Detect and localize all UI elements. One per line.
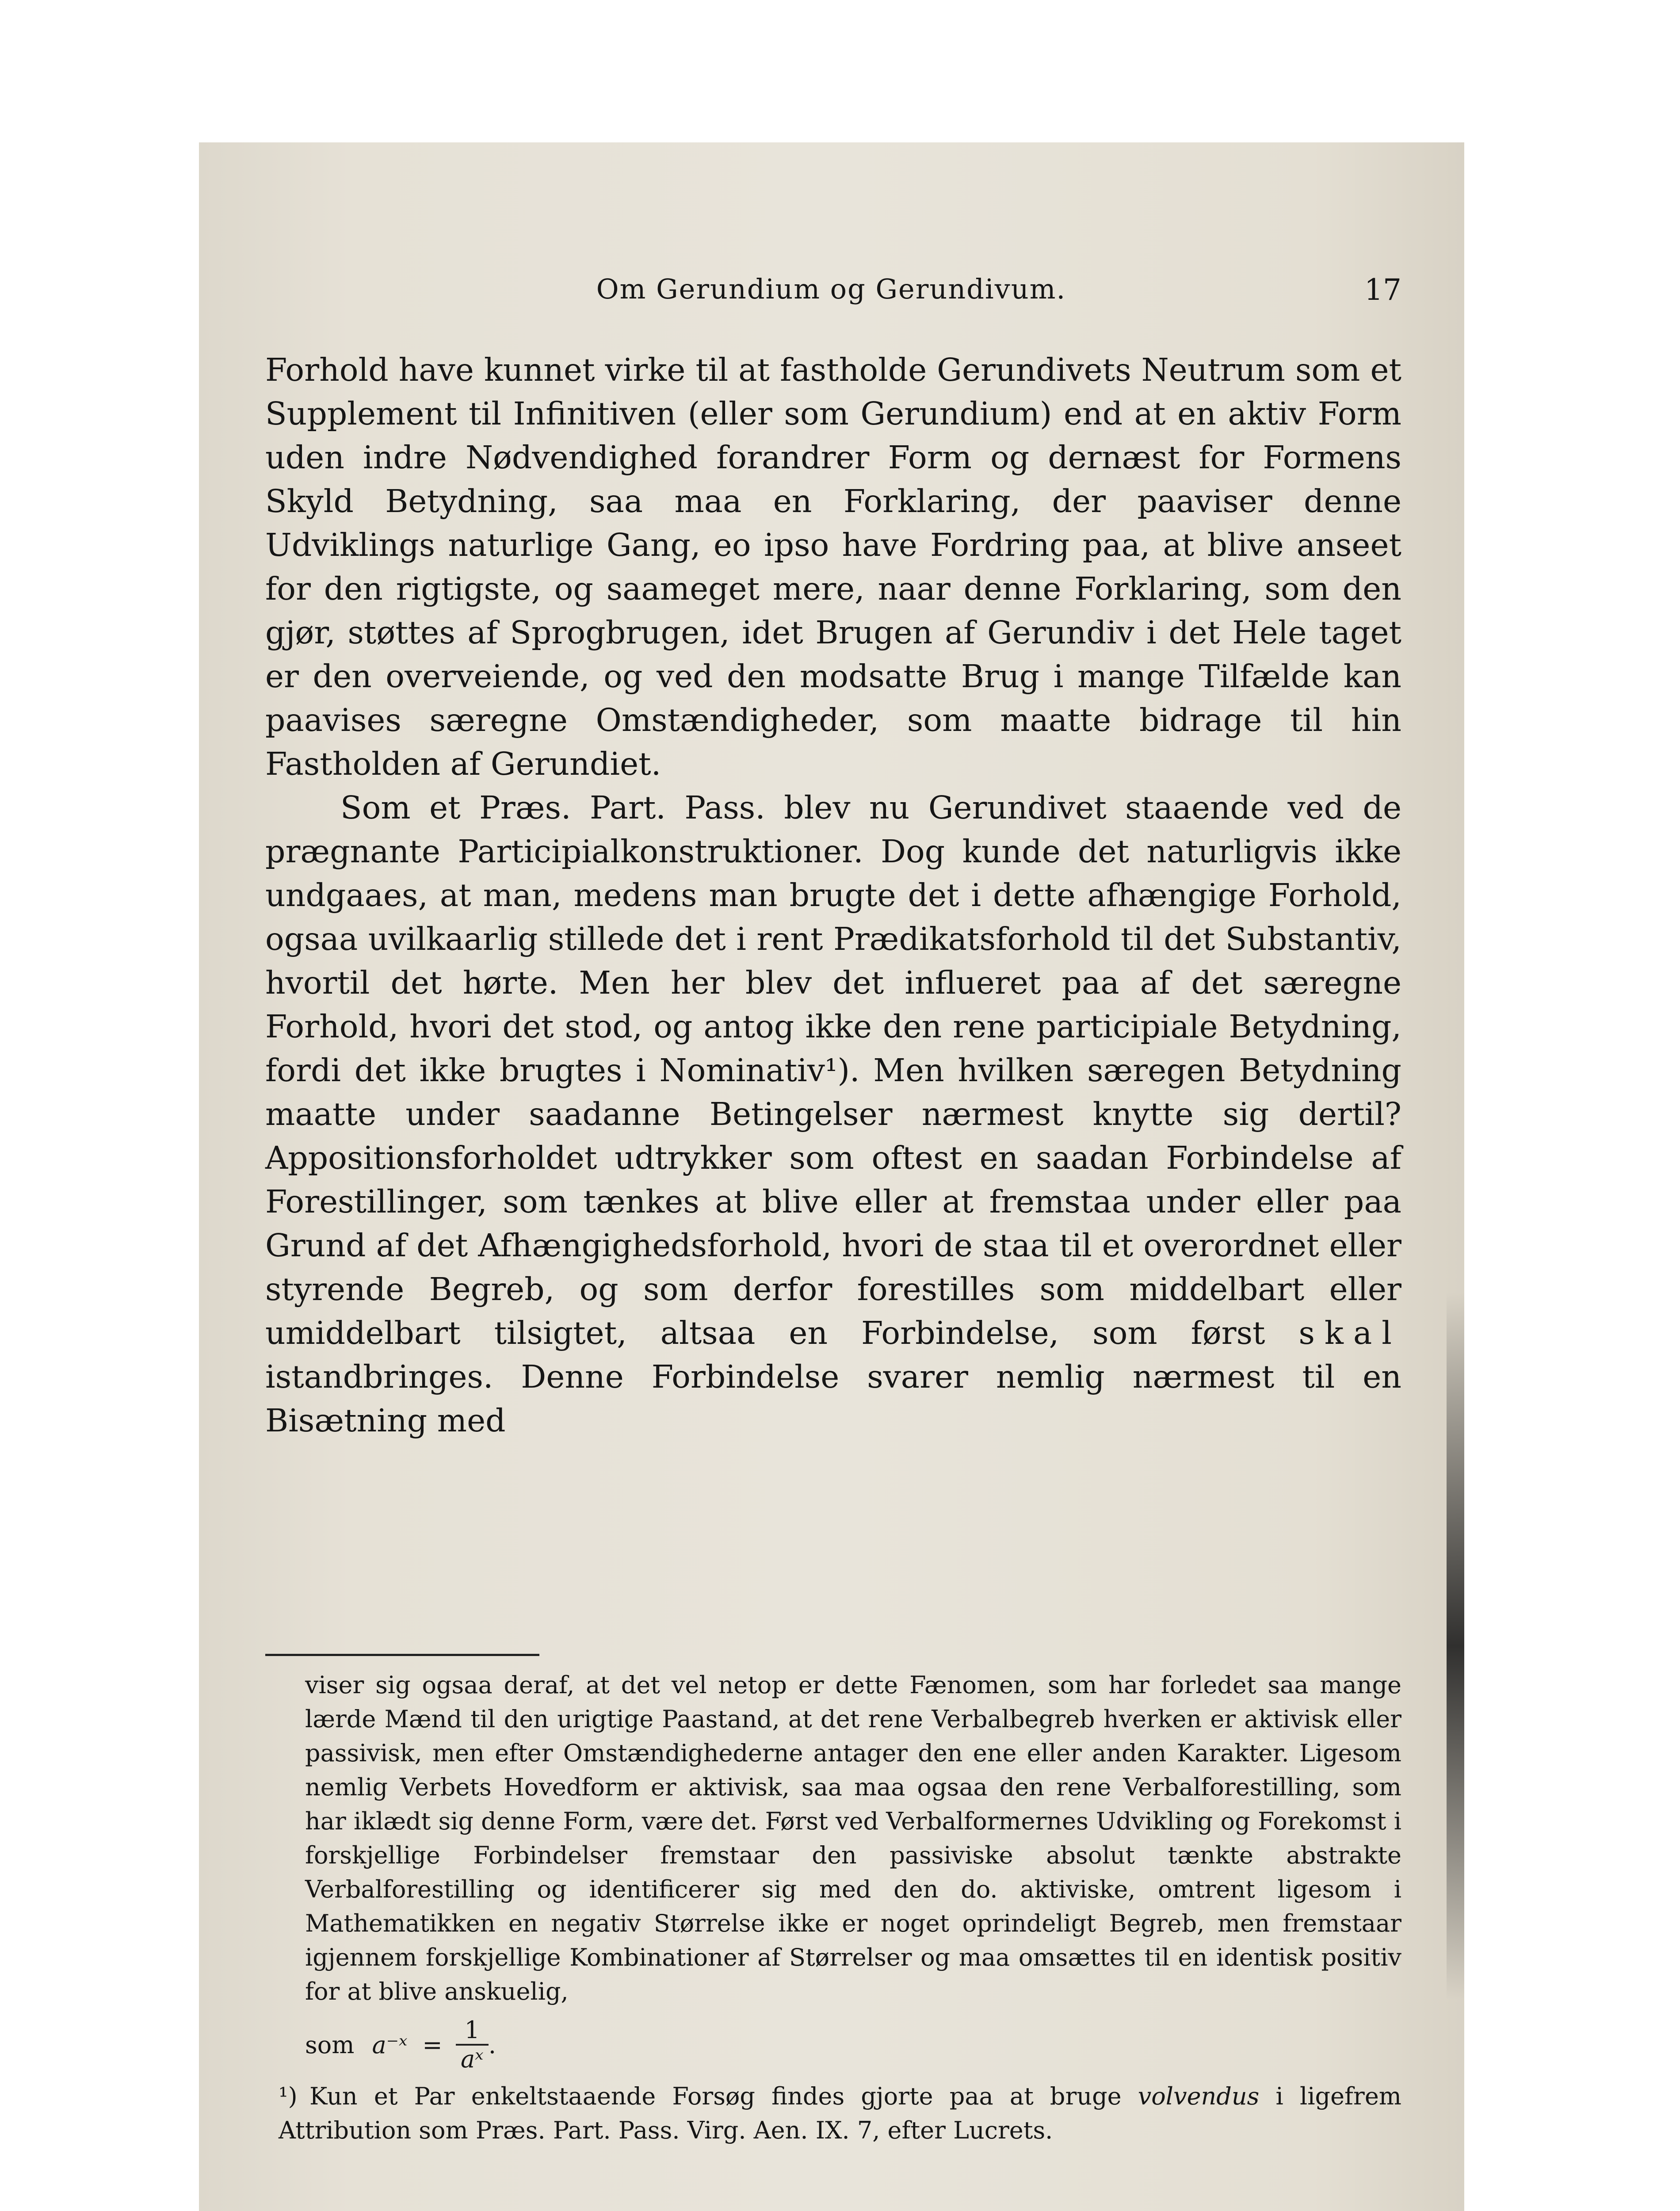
paragraph [265,786,1401,1442]
formula [305,2016,1401,2073]
footnotes [279,1668,1401,2147]
footnote-1-italic: volvendus [1138,2082,1260,2110]
running-title: Om Gerundium og Gerundivum. [596,273,1066,305]
spaced-emphasis: skal [1298,1315,1401,1351]
formula-equals: = [422,2031,443,2059]
paragraph-text-end: istandbringes. Denne Forbindelse svarer nemlig nærmest til en Bisætning med [265,1358,1401,1439]
fraction-denominator: aˣ [461,2045,484,2073]
footnote-continued: viser sig ogsaa deraf, at det vel netop er dette Fænomen, som har forledet saa mange lærde Mænd til den urigtige Paastand, at det rene Verbalbegreb hverken er aktivisk eller passivisk, men efter Omstændighederne antager den ene eller anden Karakter. Ligesom nemlig Verbets Hovedform er aktivisk, saa maa ogsaa den rene Verbalforestilling, som har iklædt sig denne Form, være det. Først ved Verbalformernes Udvikling og Forekomst i forskjellige Forbindelser fremstaar den passiviske absolut tænkte abstrakte Verbalforestilling og identificerer sig med den do. aktiviske, omtrent ligesom i Mathematikken en negativ Størrelse ikke er noget oprindeligt Begreb, men fremstaar igjennem forskjellige Kombinationer af Størrelser og maa omsættes til en identisk positiv for at blive anskuelig, [305,1671,1401,2005]
body-text [265,348,1401,1442]
footnote-1-text: Kun et Par enkeltstaaende Forsøg findes gjorte paa at bruge [309,2082,1122,2110]
scanned-page [199,142,1464,2211]
fraction-numerator: 1 [456,2016,489,2046]
footnote-rule [265,1654,539,1656]
formula-end: . [488,2031,496,2059]
footnote-1 [279,2079,1401,2147]
formula-lead: som [305,2031,355,2059]
formula-lhs: a⁻ˣ [372,2031,408,2059]
footnote-1-text-end: i ligefrem Attribution som Præs. Part. Pass. Virg. Aen. IX. 7, efter Lucrets. [279,2082,1401,2144]
paragraph-text: Som et Præs. Part. Pass. blev nu Gerundivet staaende ved de prægnante Participialkonstruktioner. Dog kunde det naturligvis ikke undgaaes, at man, medens man brugte det i dette afhængige Forhold, ogsaa uvilkaarlig stillede det i rent Prædikatsforhold til det Substantiv, hvortil det hørte. Men her blev det influeret paa af det særegne Forhold, hvori det stod, og antog ikke den rene participiale Betydning, fordi det ikke brugtes i Nominativ¹). Men hvilken særegen Betydning maatte under saadanne Betingelser nærmest knytte sig dertil? Appositionsforholdet udtrykker som oftest en saadan Forbindelse af Forestillinger, som tænkes at blive eller at fremstaa under eller paa Grund af det Afhængighedsforhold, hvori de staa til et overordnet eller styrende Begreb, og som derfor forestilles som middelbart eller umiddelbart tilsigtet, altsaa en Forbindelse, som først [265,789,1401,1351]
formula-fraction [456,2016,489,2073]
page-number: 17 [1364,273,1401,307]
footnote-marker: ¹) [279,2082,298,2110]
page-edge-shadow [1447,1292,1464,2000]
paragraph: Forhold have kunnet virke til at fastholde Gerundivets Neutrum som et Supplement til Infinitiven (eller som Gerundium) end at en aktiv Form uden indre Nødvendighed forandrer Form og dernæst for Formens Skyld Betydning, saa maa en Forklaring, der paaviser denne Udviklings naturlige Gang, eo ipso have Fordring paa, at blive anseet for den rigtigste, og saameget mere, naar denne Forklaring, som den gjør, støttes af Sprogbrugen, idet Brugen af Gerundiv i det Hele taget er den overveiende, og ved den modsatte Brug i mange Tilfælde kan paavises særegne Omstændigheder, som maatte bidrage til hin Fastholden af Gerundiet. [265,352,1401,782]
page-header [261,273,1401,313]
